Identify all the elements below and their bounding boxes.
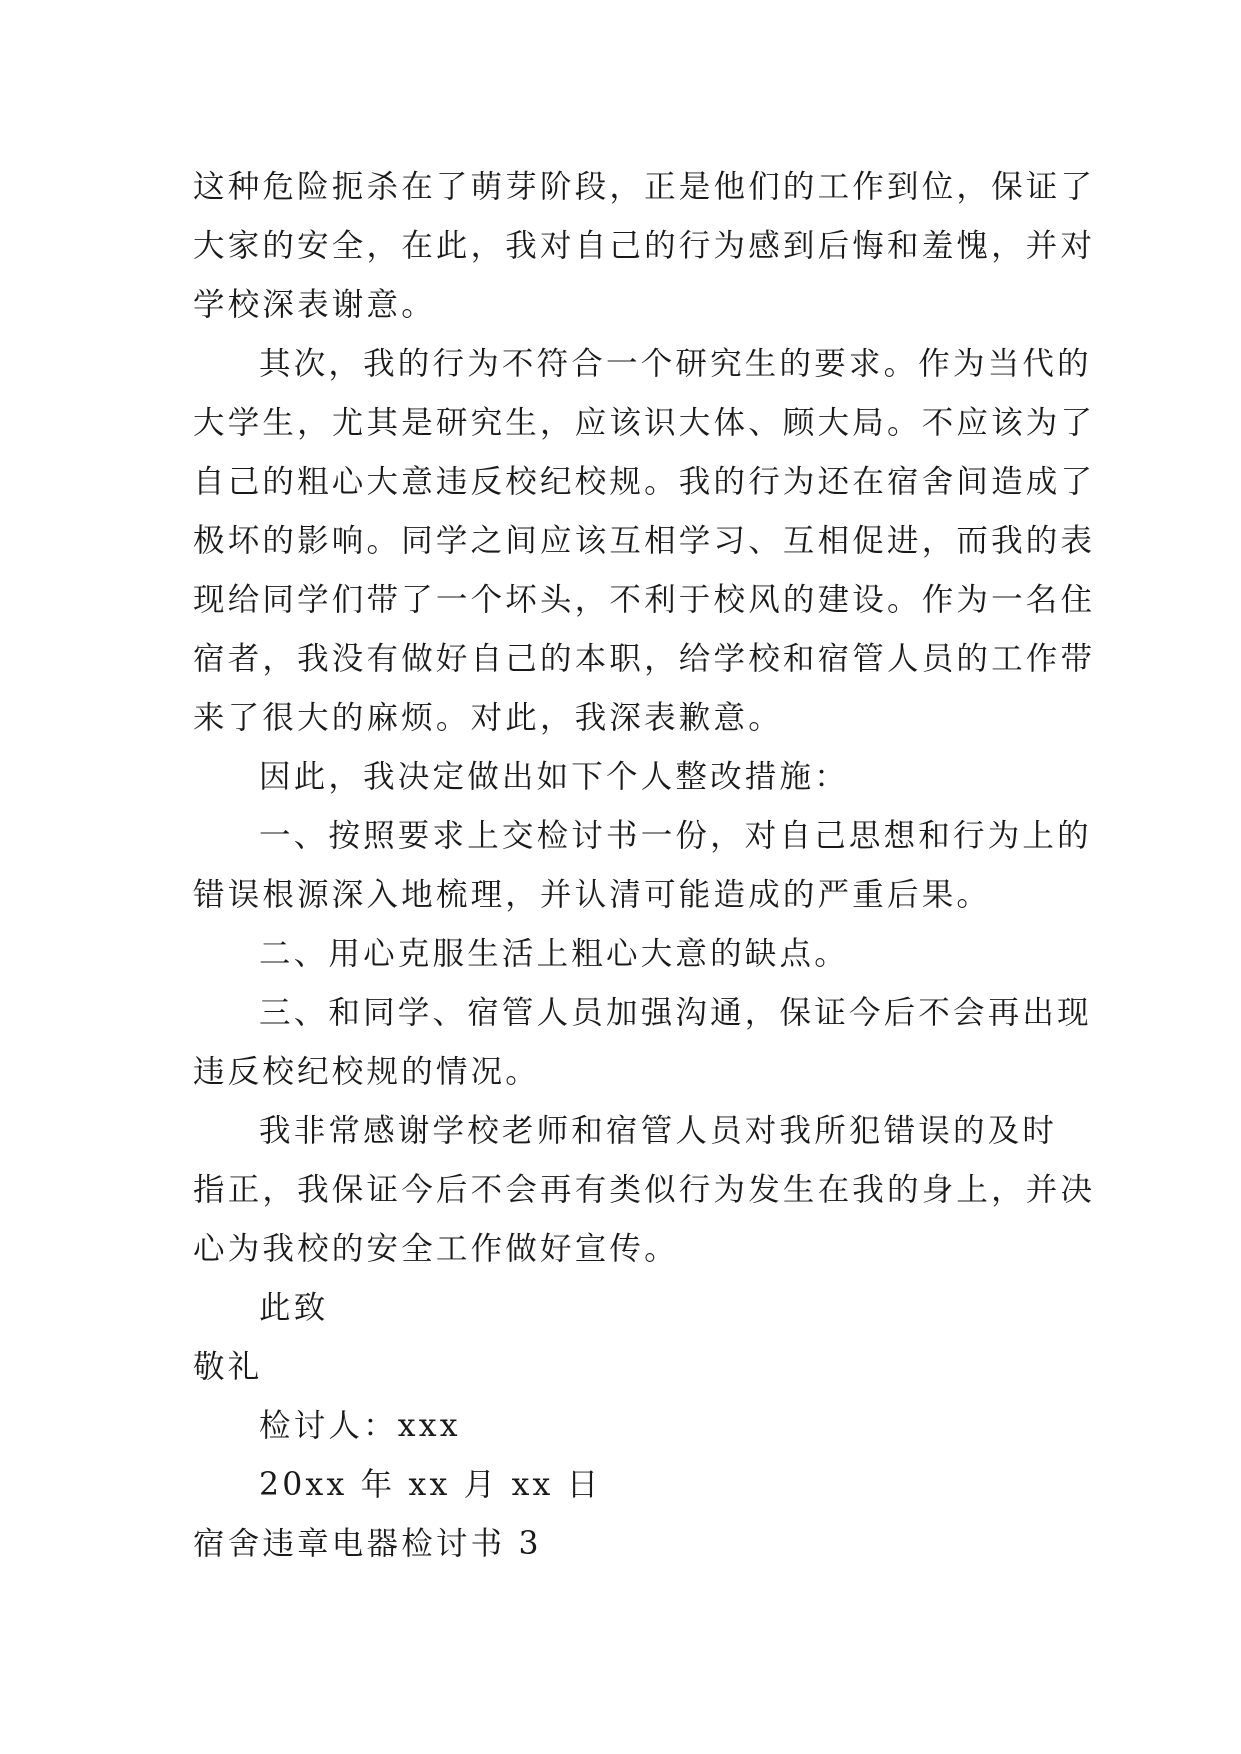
text-line: 违反校纪校规的情况。 [193, 1054, 541, 1090]
text-line: 大学生，尤其是研究生，应该识大体、顾大局。不应该为了 [193, 405, 1096, 441]
text-line: 大家的安全，在此，我对自己的行为感到后悔和羞愧，并对 [193, 228, 1096, 264]
paragraph-start-line: 我非常感谢学校老师和宿管人员对我所犯错误的及时 [259, 1113, 1058, 1149]
list-item-line: 二、用心克服生活上粗心大意的缺点。 [259, 936, 849, 972]
closing-salutation: 此致 [259, 1290, 329, 1326]
text-line: 自己的粗心大意违反校纪校规。我的行为还在宿舍间造成了 [193, 464, 1096, 500]
paragraph-start-line: 其次，我的行为不符合一个研究生的要求。作为当代的 [259, 346, 1092, 382]
text-line: 错误根源深入地梳理，并认清可能造成的严重后果。 [193, 877, 992, 913]
paragraph-start-line: 因此，我决定做出如下个人整改措施： [259, 759, 849, 795]
document-body [193, 158, 1096, 1574]
list-item-line: 三、和同学、宿管人员加强沟通，保证今后不会再出现 [259, 995, 1092, 1031]
text-line: 宿者，我没有做好自己的本职，给学校和宿管人员的工作带 [193, 641, 1096, 677]
list-item-line: 一、按照要求上交检讨书一份，对自己思想和行为上的 [259, 818, 1092, 854]
text-line: 来了很大的麻烦。对此，我深表歉意。 [193, 700, 783, 736]
text-line: 指正，我保证今后不会再有类似行为发生在我的身上，并决 [193, 1172, 1096, 1208]
text-line: 学校深表谢意。 [193, 287, 436, 323]
next-document-title: 宿舍违章电器检讨书 3 [193, 1526, 542, 1562]
signature-line: 检讨人：xxx [259, 1408, 461, 1444]
text-line: 心为我校的安全工作做好宣传。 [193, 1231, 679, 1267]
date-line: 20xx 年 xx 月 xx 日 [259, 1467, 602, 1503]
text-line: 这种危险扼杀在了萌芽阶段，正是他们的工作到位，保证了 [193, 169, 1096, 205]
text-line: 现给同学们带了一个坏头，不利于校风的建设。作为一名住 [193, 582, 1096, 618]
closing-regards: 敬礼 [193, 1349, 263, 1385]
text-line: 极坏的影响。同学之间应该互相学习、互相促进，而我的表 [193, 523, 1096, 559]
